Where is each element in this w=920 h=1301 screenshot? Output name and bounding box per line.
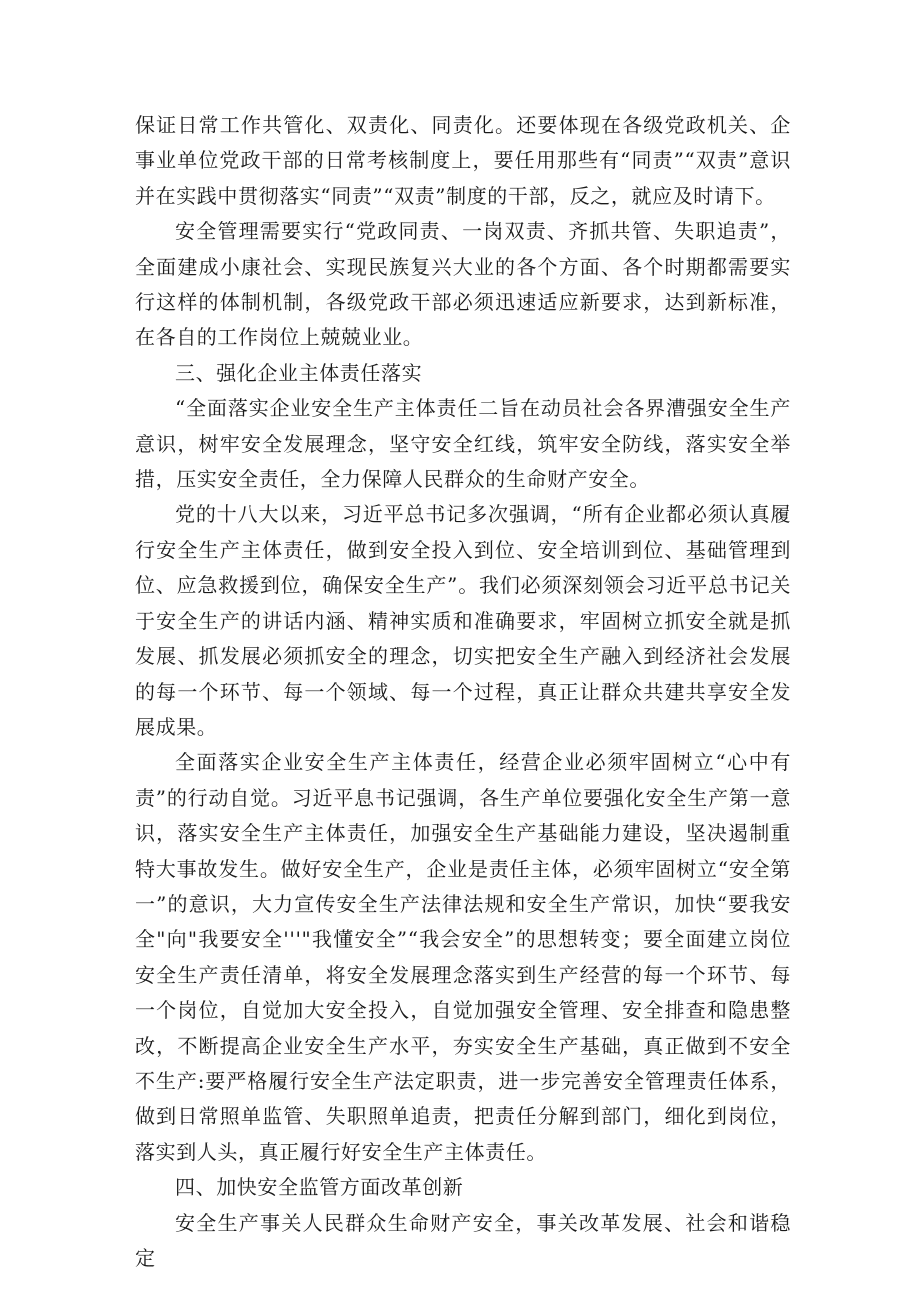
- section-heading-4: 四、加快安全监管方面改革创新: [175, 1175, 464, 1200]
- paragraph-main-responsibility: “全面落实企业安全生产主体责任二旨在动员社会各界漕强安全生产意识，树牢安全发展理念，坚守安全红线，筑牢安全防线，落实安全举措，压实安全责任，全力保障人民群众的生命财产安全。: [135, 396, 791, 492]
- paragraph-continuation: 保证日常工作共管化、双责化、同责化。还要体现在各级党政机关、企事业单位党政干部的日常考核制度上，要任用那些有“同责”“双责”意识并在实践中贯彻落实“同责”“双责”制度的干部，反之，就应及时请下。: [135, 113, 791, 208]
- paragraph-safety-reform: 安全生产事关人民群众生命财产安全，事关改革发展、社会和谐稳定: [135, 1210, 791, 1270]
- paragraph-enterprise-duty: 全面落实企业安全生产主体责任，经营企业必须牢固树立“心中有责”的行动自觉。习近平息书记强调，各生产单位要强化安全生产第一意识，落实安全生产主体责任，加强安全生产基础能力建设，坚决遏制重特大事故发生。做好安全生产，企业是责任主体，必须牢固树立“安全第一”的意识，大力宣传安全生产法律法规和安全生产常识，加快“要我安全"向"我要安全'''"我懂安全”“我会安全”的思想转变；要全面建立岗位安全生产责任清单，将安全发展理念落实到生产经营的每一个环节、每一个岗位，自觉加大安全投入，自觉加强安全管理、安全排查和隐患整改，不断提高企业安全生产水平，夯实安全生产基础，真正做到不安全不生产:要严格履行安全生产法定职责，进一步完善安全管理责任体系，做到日常照单监管、失职照单追责，把责任分解到部门，细化到岗位，落实到人头，真正履行好安全生产主体责任。: [135, 750, 791, 1164]
- section-heading-3: 三、强化企业主体责任落实: [175, 360, 423, 385]
- document-body: [135, 108, 791, 1276]
- paragraph-dual-responsibility: 安全管理需要实行“党政同责、一岗双责、齐抓共管、失职追责”，全面建成小康社会、实现民族复兴大业的各个方面、各个时期都需要实行这样的体制机制，各级党政干部必须迅速适应新要求，达到新标准，在各自的工作岗位上兢兢业业。: [135, 219, 791, 350]
- paragraph-18th-congress: 党的十八大以来，习近平总书记多次强调，“所有企业都必须认真履行安全生产主体责任，做到安全投入到位、安全培训到位、基础管理到位、应急救援到位，确保安全生产”。我们必须深刻领会习近平总书记关于安全生产的讲话内涵、精神实质和准确要求，牢固树立抓安全就是抓发展、抓发展必须抓安全的理念，切实把安全生产融入到经济社会发展的每一个环节、每一个领域、每一个过程，真正让群众共建共享安全发展成果。: [135, 502, 791, 739]
